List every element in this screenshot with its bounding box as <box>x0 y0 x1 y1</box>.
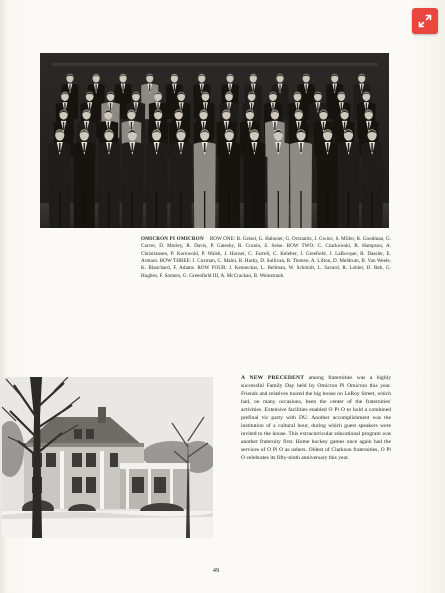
expand-button[interactable] <box>412 8 438 34</box>
person-figure <box>338 129 360 228</box>
article-text <box>241 374 391 463</box>
person-figure <box>267 129 289 228</box>
group-photo-image <box>40 53 389 228</box>
person-figure <box>73 129 95 228</box>
page-number: 49 <box>212 567 220 574</box>
person-figure <box>121 129 143 228</box>
person-figure <box>49 129 71 228</box>
caption-body: ROW ONE: B. Geisel, G. Haboner, G. Orrzanltz, J. Gwinc, S. Miller, R. Goodman, G. Carver, D. Murley, R. Davis, P. Gatesby, R. Cronin, S. Seise. ROW TWO: C. Czarkowski, R. Hampson, A. Christiansen, P. Kornwold, P. Walsh, J. Horner, C. Farrell, C. Keleher, J. Greefield, J. LaRocque, R. Dassler, E. Armaro. ROW THREE: J. Coxman, C. Malni, R. Harky, D. Sullivan, R. Tiemen, A. Lifton, D. Meldrum, B. Van Weele, K. Blanchard, F. Adams. ROW FOUR: J. Kenneckar, L. Bellman, W. Schmidt, L. Savard, R. Lohler, D. Reh, G. Hughes, F. Somers, G. Greenfield III, A. McCrackan, B. Weinstraub. <box>141 236 391 279</box>
article-body: among fraternities was a highly successful Family Day held by Omicron Pi Omicron this year. Friends and relatives toured the big house on LeRoy Street, which had, on many occasions, been the center of the fraternities' activities. Extensive facilities enabled O Pi O to hold a combined prefinal vic party with DU. Another accomplishment was the institution of a cultural hour, during which guest speakers were invited to the house. This extracurricular educational program was another fraternity first. Home hockey games once again had the services of O Pi O as ushers. Oldest of Clarkson fraternities, O Pi O celebrates its fifty-ninth anniversary this year. <box>241 375 391 462</box>
person-figure <box>243 129 265 228</box>
person-figure <box>317 129 339 228</box>
person-figure <box>98 129 120 228</box>
person-figure <box>218 129 240 228</box>
person-figure <box>194 129 216 228</box>
person-figure <box>290 129 312 228</box>
person-figure <box>146 129 168 228</box>
house-photograph <box>2 377 213 538</box>
group-photograph <box>40 53 389 228</box>
photo-caption <box>141 236 391 280</box>
caption-title: OMICRON PI OMICRON <box>141 236 204 242</box>
person-figure <box>361 129 383 228</box>
article-lead: A NEW PRECEDENT <box>241 375 305 381</box>
house-photo-image <box>2 377 213 538</box>
expand-arrows-icon <box>417 13 433 29</box>
person-figure <box>170 129 192 228</box>
